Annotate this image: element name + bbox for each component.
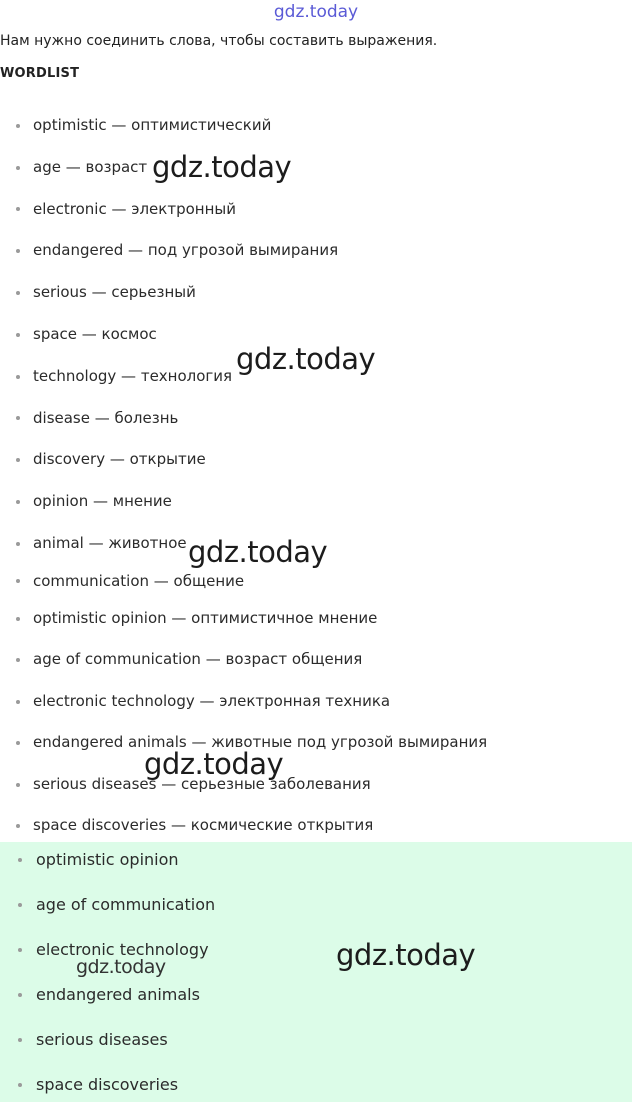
list-item: [0, 565, 632, 598]
answer-item-text: optimistic opinion: [36, 850, 179, 869]
list-item-text: animal — животное: [33, 533, 187, 552]
answer-list: [0, 837, 632, 1107]
bullet-icon: [16, 579, 20, 583]
bullet-icon: [16, 291, 20, 295]
watermark: gdz.today: [188, 535, 328, 569]
bullet-icon: [16, 542, 20, 546]
list-item: [0, 598, 632, 640]
list-item-text: serious diseases — серьезные заболевания: [33, 774, 371, 793]
watermark: gdz.today: [152, 150, 292, 184]
list-item: [0, 523, 632, 565]
list-item-text: age — возраст: [33, 157, 148, 176]
list-item: [0, 439, 632, 481]
list-item-text: optimistic opinion — оптимистичное мнение: [33, 608, 378, 627]
list-item: [0, 314, 632, 356]
list-item-text: disease — болезнь: [33, 408, 179, 427]
wordlist: [0, 105, 632, 847]
bullet-icon: [18, 948, 22, 952]
bullet-icon: [16, 500, 20, 504]
list-item-text: electronic — электронный: [33, 199, 236, 218]
list-item-text: communication — общение: [33, 571, 245, 590]
answer-item-text: age of communication: [36, 895, 216, 914]
bullet-icon: [16, 458, 20, 462]
bullet-icon: [18, 858, 22, 862]
list-item-text: endangered animals — животные под угрозой вымирания: [33, 733, 488, 752]
list-item-text: space discoveries — космические открытия: [33, 816, 374, 835]
list-item-text: electronic technology — электронная техника: [33, 691, 391, 710]
bullet-icon: [18, 1038, 22, 1042]
list-item: [0, 681, 632, 723]
bullet-icon: [16, 783, 20, 787]
list-item: [0, 764, 632, 806]
bullet-icon: [18, 903, 22, 907]
list-item: [0, 722, 632, 764]
answer-item-text: space discoveries: [36, 1075, 179, 1094]
list-item: [0, 481, 632, 523]
watermark: gdz.today: [144, 747, 284, 781]
bullet-icon: [16, 824, 20, 828]
bullet-icon: [16, 416, 20, 420]
bullet-icon: [16, 658, 20, 662]
answer-item: [0, 837, 632, 882]
answer-item-text: endangered animals: [36, 985, 200, 1004]
list-item-text: endangered — под угрозой вымирания: [33, 241, 339, 260]
list-item: [0, 105, 632, 147]
list-item-text: age of communication — возраст общения: [33, 650, 363, 669]
list-item: [0, 147, 632, 189]
bullet-icon: [16, 741, 20, 745]
answer-item: [0, 972, 632, 1017]
intro-text: Нам нужно соединить слова, чтобы составить выражения.: [0, 33, 438, 49]
list-item-text: serious — серьезный: [33, 283, 196, 302]
bullet-icon: [16, 617, 20, 621]
answer-item: [0, 1062, 632, 1107]
watermark: gdz.today: [336, 938, 476, 972]
list-item-text: space — космос: [33, 324, 157, 343]
list-item: [0, 356, 632, 398]
list-item: [0, 398, 632, 440]
answer-item: [0, 882, 632, 927]
answer-item: [0, 927, 632, 972]
bullet-icon: [16, 207, 20, 211]
bullet-icon: [18, 1083, 22, 1087]
bullet-icon: [16, 166, 20, 170]
answer-item-text: electronic technology: [36, 940, 209, 959]
bullet-icon: [16, 124, 20, 128]
watermark: gdz.today: [76, 956, 166, 978]
list-item: [0, 272, 632, 314]
list-item-text: opinion — мнение: [33, 492, 172, 511]
bullet-icon: [16, 375, 20, 379]
site-watermark-top: gdz.today: [273, 2, 359, 22]
list-item: [0, 189, 632, 231]
list-item-text: technology — технология: [33, 366, 233, 385]
list-item: [0, 639, 632, 681]
list-item-text: discovery — открытие: [33, 450, 206, 469]
list-item: [0, 230, 632, 272]
watermark: gdz.today: [236, 342, 376, 376]
bullet-icon: [16, 333, 20, 337]
bullet-icon: [16, 700, 20, 704]
bullet-icon: [18, 993, 22, 997]
wordlist-heading: WORDLIST: [0, 66, 80, 81]
list-item-text: optimistic — оптимистический: [33, 116, 272, 134]
answer-item: [0, 1017, 632, 1062]
answer-item-text: serious diseases: [36, 1030, 168, 1049]
bullet-icon: [16, 249, 20, 253]
